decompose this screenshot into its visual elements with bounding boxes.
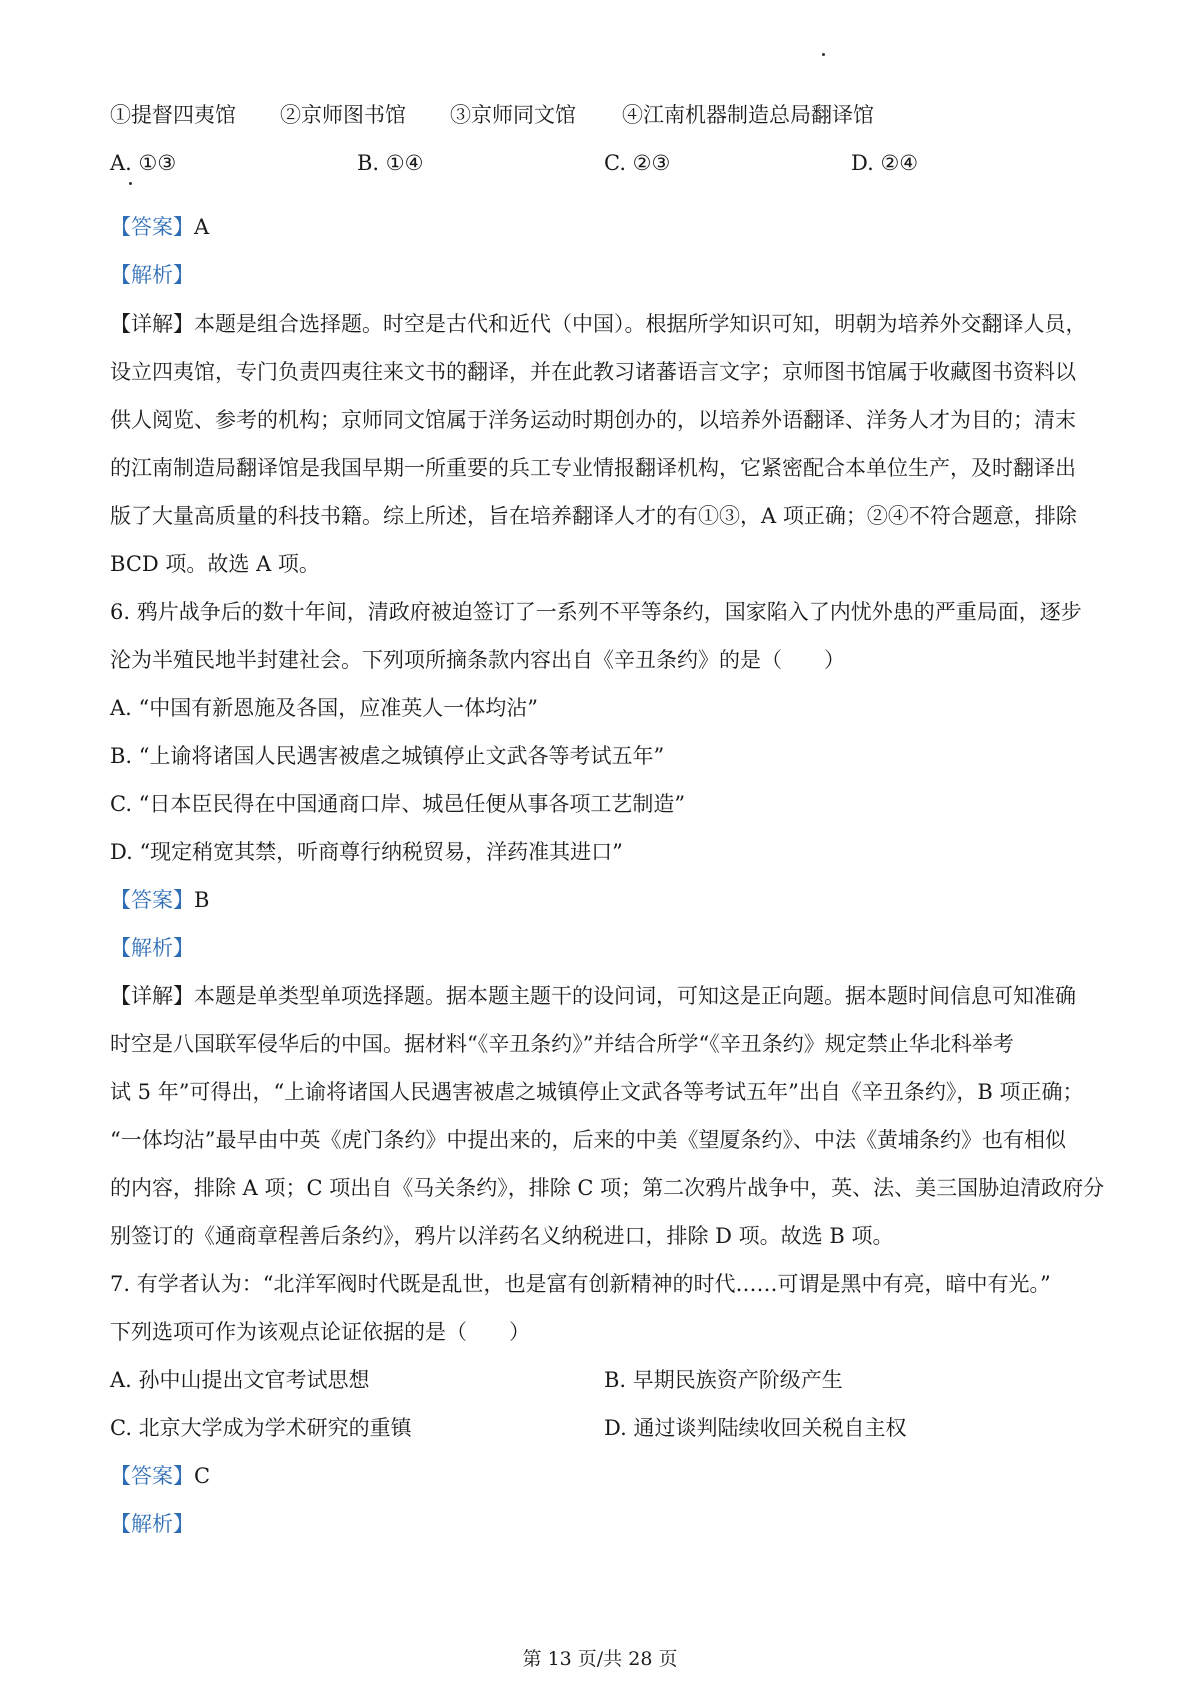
q5-item-3: ③京师同文馆 bbox=[450, 103, 576, 127]
q6-detail-line: 【详解】本题是单类型单项选择题。据本题主题干的设问词，可知这是正向题。据本题时间信息可知准确 bbox=[110, 984, 1076, 1008]
page-number-footer: 第 13 页/共 28 页 bbox=[522, 1648, 678, 1670]
q6-option-d: D. “现定稍宽其禁，听商尊行纳税贸易，洋药准其进口” bbox=[110, 840, 623, 864]
q5-detail-line: 的江南制造局翻译馆是我国早期一所重要的兵工专业情报翻译机构，它紧密配合本单位生产，及时翻译出 bbox=[110, 456, 1076, 480]
q5-option-c: C. ②③ bbox=[604, 151, 671, 175]
decorative-dot bbox=[822, 53, 825, 56]
q5-detail-line: 【详解】本题是组合选择题。时空是古代和近代（中国）。根据所学知识可知，明朝为培养外交翻译人员， bbox=[110, 312, 1087, 336]
q5-option-b: B. ①④ bbox=[357, 151, 424, 175]
q6-detail-line: 时空是八国联军侵华后的中国。据材料“《辛丑条约》”并结合所学“《辛丑条约》规定禁止华北科举考 bbox=[110, 1032, 1014, 1056]
q5-detail-line: BCD 项。故选 A 项。 bbox=[110, 552, 320, 576]
q6-answer bbox=[110, 885, 1100, 915]
answer-tag: 【答案】 bbox=[110, 1464, 194, 1488]
q6-detail-line: 别签订的《通商章程善后条约》，鸦片以洋药名义纳税进口，排除 D 项。故选 B 项。 bbox=[110, 1224, 894, 1248]
q6-analysis-tag: 【解析】 bbox=[110, 936, 194, 960]
q5-option-a: A. ①③ bbox=[110, 151, 177, 175]
decorative-dot bbox=[129, 182, 132, 185]
answer-tag: 【答案】 bbox=[110, 215, 194, 239]
q5-detail-line: 版了大量高质量的科技书籍。综上所述，旨在培养翻译人才的有①③，A 项正确；②④不符合题意，排除 bbox=[110, 504, 1077, 528]
q5-analysis-tag: 【解析】 bbox=[110, 263, 194, 287]
q6-detail-line: “一体均沾”最早由中英《虎门条约》中提出来的，后来的中美《望厦条约》、中法《黄埔条约》也有相似 bbox=[110, 1128, 1066, 1152]
q7-answer bbox=[110, 1461, 1100, 1491]
answer-value: B bbox=[194, 888, 210, 912]
q6-stem-line: 6. 鸦片战争后的数十年间，清政府被迫签订了一系列不平等条约，国家陷入了内忧外患的严重局面，逐步 bbox=[110, 600, 1082, 624]
q6-option-a: A. “中国有新恩施及各国，应准英人一体均沾” bbox=[110, 696, 538, 720]
q6-detail-line: 的内容，排除 A 项；C 项出自《马关条约》，排除 C 项；第二次鸦片战争中，英、法、美三国胁迫清政府分 bbox=[110, 1176, 1105, 1200]
answer-tag: 【答案】 bbox=[110, 888, 194, 912]
q5-answer bbox=[110, 212, 1100, 242]
q6-detail-line: 试 5 年”可得出，“上谕将诸国人民遇害被虐之城镇停止文武各等考试五年”出自《辛丑条约》，B 项正确； bbox=[110, 1080, 1084, 1104]
answer-value: C bbox=[194, 1464, 211, 1488]
q7-stem-line: 7. 有学者认为：“北洋军阀时代既是乱世，也是富有创新精神的时代……可谓是黑中有亮，暗中有光。” bbox=[110, 1272, 1051, 1296]
q5-item-1: ①提督四夷馆 bbox=[110, 103, 236, 127]
q7-stem-line: 下列选项可作为该观点论证依据的是（ ） bbox=[110, 1320, 530, 1344]
q5-item-4: ④江南机器制造总局翻译馆 bbox=[622, 103, 874, 127]
q7-option-a: A. 孙中山提出文官考试思想 bbox=[110, 1368, 370, 1392]
q5-detail-line: 供人阅览、参考的机构；京师同文馆属于洋务运动时期创办的，以培养外语翻译、洋务人才为目的；清末 bbox=[110, 408, 1076, 432]
q6-option-b: B. “上谕将诸国人民遇害被虐之城镇停止文武各等考试五年” bbox=[110, 744, 665, 768]
q5-item-2: ②京师图书馆 bbox=[280, 103, 406, 127]
answer-value: A bbox=[194, 215, 210, 239]
q7-option-b: B. 早期民族资产阶级产生 bbox=[604, 1368, 843, 1392]
q6-stem-line: 沦为半殖民地半封建社会。下列项所摘条款内容出自《辛丑条约》的是（ ） bbox=[110, 648, 845, 672]
q7-option-c: C. 北京大学成为学术研究的重镇 bbox=[110, 1416, 412, 1440]
q5-option-d: D. ②④ bbox=[851, 151, 919, 175]
q5-detail-line: 设立四夷馆，专门负责四夷往来文书的翻译，并在此教习诸蕃语言文字；京师图书馆属于收藏图书资料以 bbox=[110, 360, 1076, 384]
q7-analysis-tag: 【解析】 bbox=[110, 1512, 194, 1536]
q6-option-c: C. “日本臣民得在中国通商口岸、城邑任便从事各项工艺制造” bbox=[110, 792, 686, 816]
q7-option-d: D. 通过谈判陆续收回关税自主权 bbox=[604, 1416, 907, 1440]
